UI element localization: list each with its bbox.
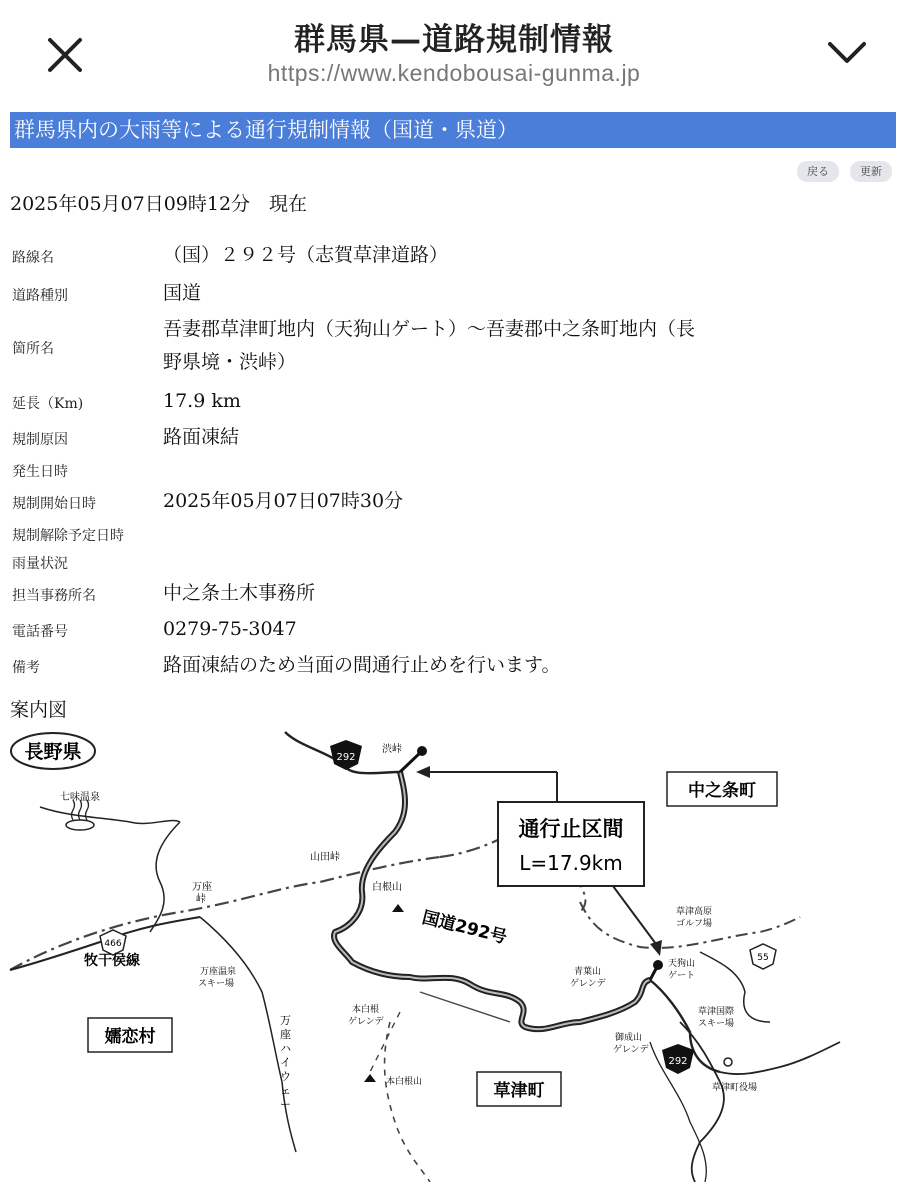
start-value: 2025年05月07日07時30分	[163, 490, 404, 512]
label-tsumagoi: 嬬恋村	[104, 1027, 156, 1047]
page-url: https://www.kendobousai-gunma.jp	[267, 60, 641, 86]
label-misaka-2: ゲレンデ	[613, 1045, 649, 1055]
label-misaka-1: 御成山	[615, 1033, 643, 1043]
refresh-button[interactable]: 更新	[850, 161, 892, 182]
office-value: 中之条土木事務所	[163, 582, 316, 604]
location-value-line1: 吾妻郡草津町地内（天狗山ゲート）～吾妻郡中之条町地内（長	[163, 318, 696, 340]
road-type-value: 国道	[163, 282, 202, 304]
guide-map	[0, 722, 908, 1182]
office-label: 担当事務所名	[12, 588, 96, 604]
label-manza-ski-2: スキー場	[198, 979, 235, 989]
label-tengu-gate-2: ゲート	[668, 971, 696, 981]
page-title: 群馬県—道路規制情報	[294, 22, 614, 58]
label-manza-pass-2: 峠	[196, 894, 206, 905]
end-label: 規制解除予定日時	[12, 528, 124, 544]
map-heading: 案内図	[10, 699, 68, 721]
start-label: 規制開始日時	[12, 496, 96, 512]
label-aoba-1: 青葉山	[574, 967, 602, 977]
label-closure-title: 通行止区間	[518, 817, 624, 841]
route-value: （国）２９２号（志賀草津道路）	[163, 244, 449, 266]
label-kusatsu-town: 草津町	[493, 1081, 545, 1101]
length-value: 17.9 km	[163, 390, 241, 412]
label-aoba-2: ゲレンデ	[570, 979, 606, 989]
prefecture-boundary	[10, 857, 440, 970]
label-route466: 466	[104, 939, 122, 949]
phone-value: 0279-75-3047	[163, 618, 297, 640]
manza-hwy-char-1: 万	[280, 1014, 291, 1027]
manza-hwy-char-2: 座	[280, 1028, 291, 1041]
label-route-shield: 292	[336, 752, 356, 763]
manza-hwy-char-4: イ	[280, 1056, 291, 1069]
peak-shirane	[392, 904, 404, 912]
label-bokkan-line: 牧干侯線	[84, 953, 140, 969]
label-closure-length: L=17.9km	[519, 851, 623, 875]
route-label: 路線名	[12, 250, 54, 266]
label-shibu-pass: 渋峠	[382, 744, 402, 755]
remarks-label: 備考	[12, 660, 40, 676]
label-golf-1: 草津高原	[676, 907, 713, 917]
label-shichimi-onsen: 七味温泉	[60, 792, 100, 803]
label-yamada-pass: 山田峠	[310, 852, 340, 863]
label-route-shield-2: 292	[668, 1056, 688, 1067]
road-kusatsu-town	[680, 1022, 724, 1182]
back-button[interactable]: 戻る	[797, 161, 839, 182]
label-kusatsu-ski-1: 草津国際	[698, 1007, 735, 1017]
label-moto-shirane-gelande-2: ゲレンデ	[348, 1017, 384, 1027]
label-manza-highway	[280, 1014, 291, 1111]
browser-header	[0, 0, 908, 100]
road-kusatsu-east	[720, 1042, 840, 1074]
manza-hwy-char-7: ー	[280, 1098, 291, 1111]
manza-hwy-char-6: ェ	[280, 1084, 291, 1097]
cause-label: 規制原因	[12, 432, 68, 448]
label-nakanojo: 中之条町	[688, 781, 756, 801]
location-label: 箇所名	[12, 341, 54, 357]
label-route55: 55	[757, 953, 769, 963]
length-label: 延長（Km)	[12, 396, 84, 412]
road-type-label: 道路種別	[12, 288, 68, 304]
peak-moto-shirane	[364, 1074, 376, 1082]
closure-end-shibu-line	[400, 751, 422, 772]
occurred-label: 発生日時	[12, 464, 68, 480]
arrow-line-south	[610, 882, 656, 944]
label-tengu-gate-1: 天狗山	[668, 959, 696, 969]
label-moto-shirane-gelande-1: 本白根	[352, 1005, 380, 1015]
road-shichimi-west	[40, 807, 180, 823]
label-kusatsu-office: 草津町役場	[712, 1083, 758, 1093]
label-golf-2: ゴルフ場	[676, 919, 713, 929]
arrow-head-north	[416, 766, 430, 778]
label-route-name: 国道292号	[419, 907, 509, 949]
phone-label: 電話番号	[12, 624, 68, 640]
manza-hwy-char-5: ウ	[280, 1070, 291, 1083]
rain-label: 雨量状況	[12, 556, 68, 572]
label-nagano: 長野県	[24, 741, 82, 763]
road-manza	[200, 917, 282, 1082]
manza-hwy-char-3: ハ	[280, 1042, 291, 1055]
label-moto-shirane: 本白根山	[386, 1077, 423, 1087]
label-manza-ski-1: 万座温泉	[200, 967, 237, 977]
label-kusatsu-ski-2: スキー場	[698, 1019, 735, 1029]
chevron-down-icon[interactable]	[822, 32, 872, 72]
location-value-line2: 野県境・渋峠）	[163, 351, 297, 373]
kusatsu-office-marker	[724, 1058, 732, 1066]
label-manza-pass-1: 万座	[192, 882, 212, 893]
leader-moto-shirane	[420, 992, 510, 1022]
timestamp: 2025年05月07日09時12分 現在	[10, 193, 308, 215]
remarks-value: 路面凍結のため当面の間通行止めを行います。	[163, 654, 561, 676]
section-banner: 群馬県内の大雨等による通行規制情報（国道・県道）	[10, 112, 896, 148]
trail-moto-shirane	[385, 1022, 430, 1182]
cause-value: 路面凍結	[163, 426, 240, 448]
label-shirane: 白根山	[372, 882, 402, 893]
arrow-head-south	[650, 940, 662, 956]
